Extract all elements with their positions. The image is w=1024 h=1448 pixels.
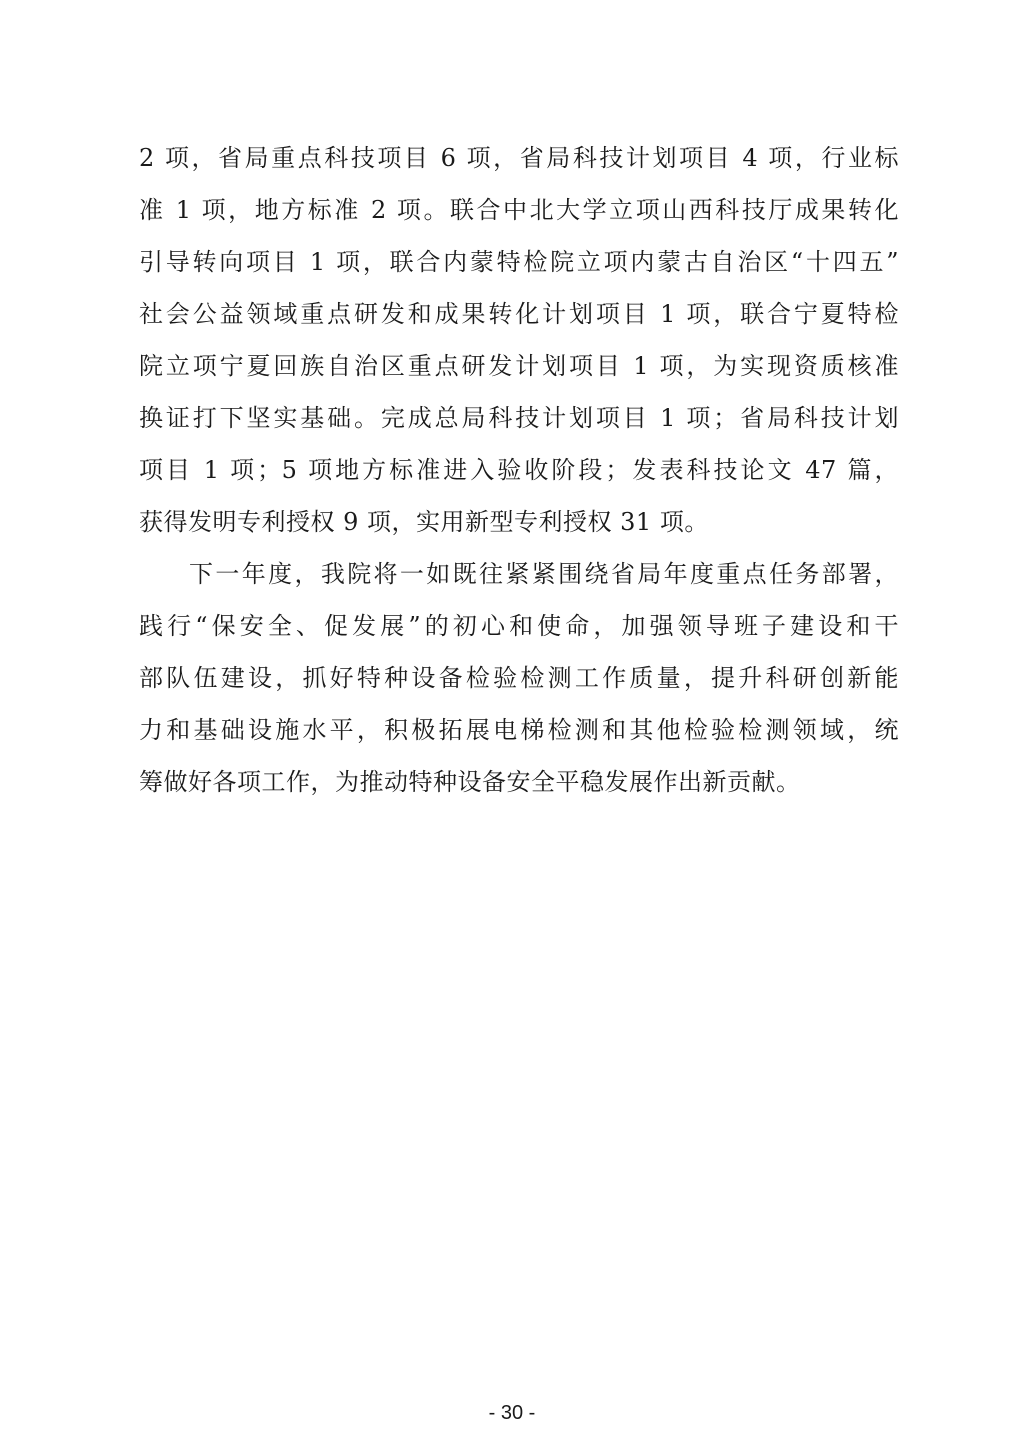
text-line: 部队伍建设，抓好特种设备检验检测工作质量，提升科研创新能 — [139, 664, 899, 692]
paragraph-1 — [139, 132, 899, 548]
text-line: 引导转向项目 1 项，联合内蒙特检院立项内蒙古自治区“十四五” — [139, 248, 899, 276]
text-line: 力和基础设施水平，积极拓展电梯检测和其他检验检测领域，统 — [139, 716, 899, 744]
text-line: 社会公益领域重点研发和成果转化计划项目 1 项，联合宁夏特检 — [139, 300, 899, 328]
text-line: 下一年度，我院将一如既往紧紧围绕省局年度重点任务部署， — [189, 560, 899, 588]
text-line: 获得发明专利授权 9 项，实用新型专利授权 31 项。 — [139, 508, 709, 536]
text-line: 项目 1 项；5 项地方标准进入验收阶段；发表科技论文 47 篇， — [139, 456, 899, 484]
text-line: 准 1 项，地方标准 2 项。联合中北大学立项山西科技厅成果转化 — [139, 196, 899, 224]
body-text — [139, 132, 899, 808]
text-line: 2 项，省局重点科技项目 6 项，省局科技计划项目 4 项，行业标 — [139, 144, 899, 172]
text-line: 践行“保安全、促发展”的初心和使命，加强领导班子建设和干 — [139, 612, 899, 640]
paragraph-2 — [139, 548, 899, 808]
text-line: 换证打下坚实基础。完成总局科技计划项目 1 项；省局科技计划 — [139, 404, 899, 432]
page-number: - 30 - — [488, 1402, 536, 1424]
text-line: 院立项宁夏回族自治区重点研发计划项目 1 项，为实现资质核准 — [139, 352, 899, 380]
text-line: 筹做好各项工作，为推动特种设备安全平稳发展作出新贡献。 — [139, 768, 801, 796]
